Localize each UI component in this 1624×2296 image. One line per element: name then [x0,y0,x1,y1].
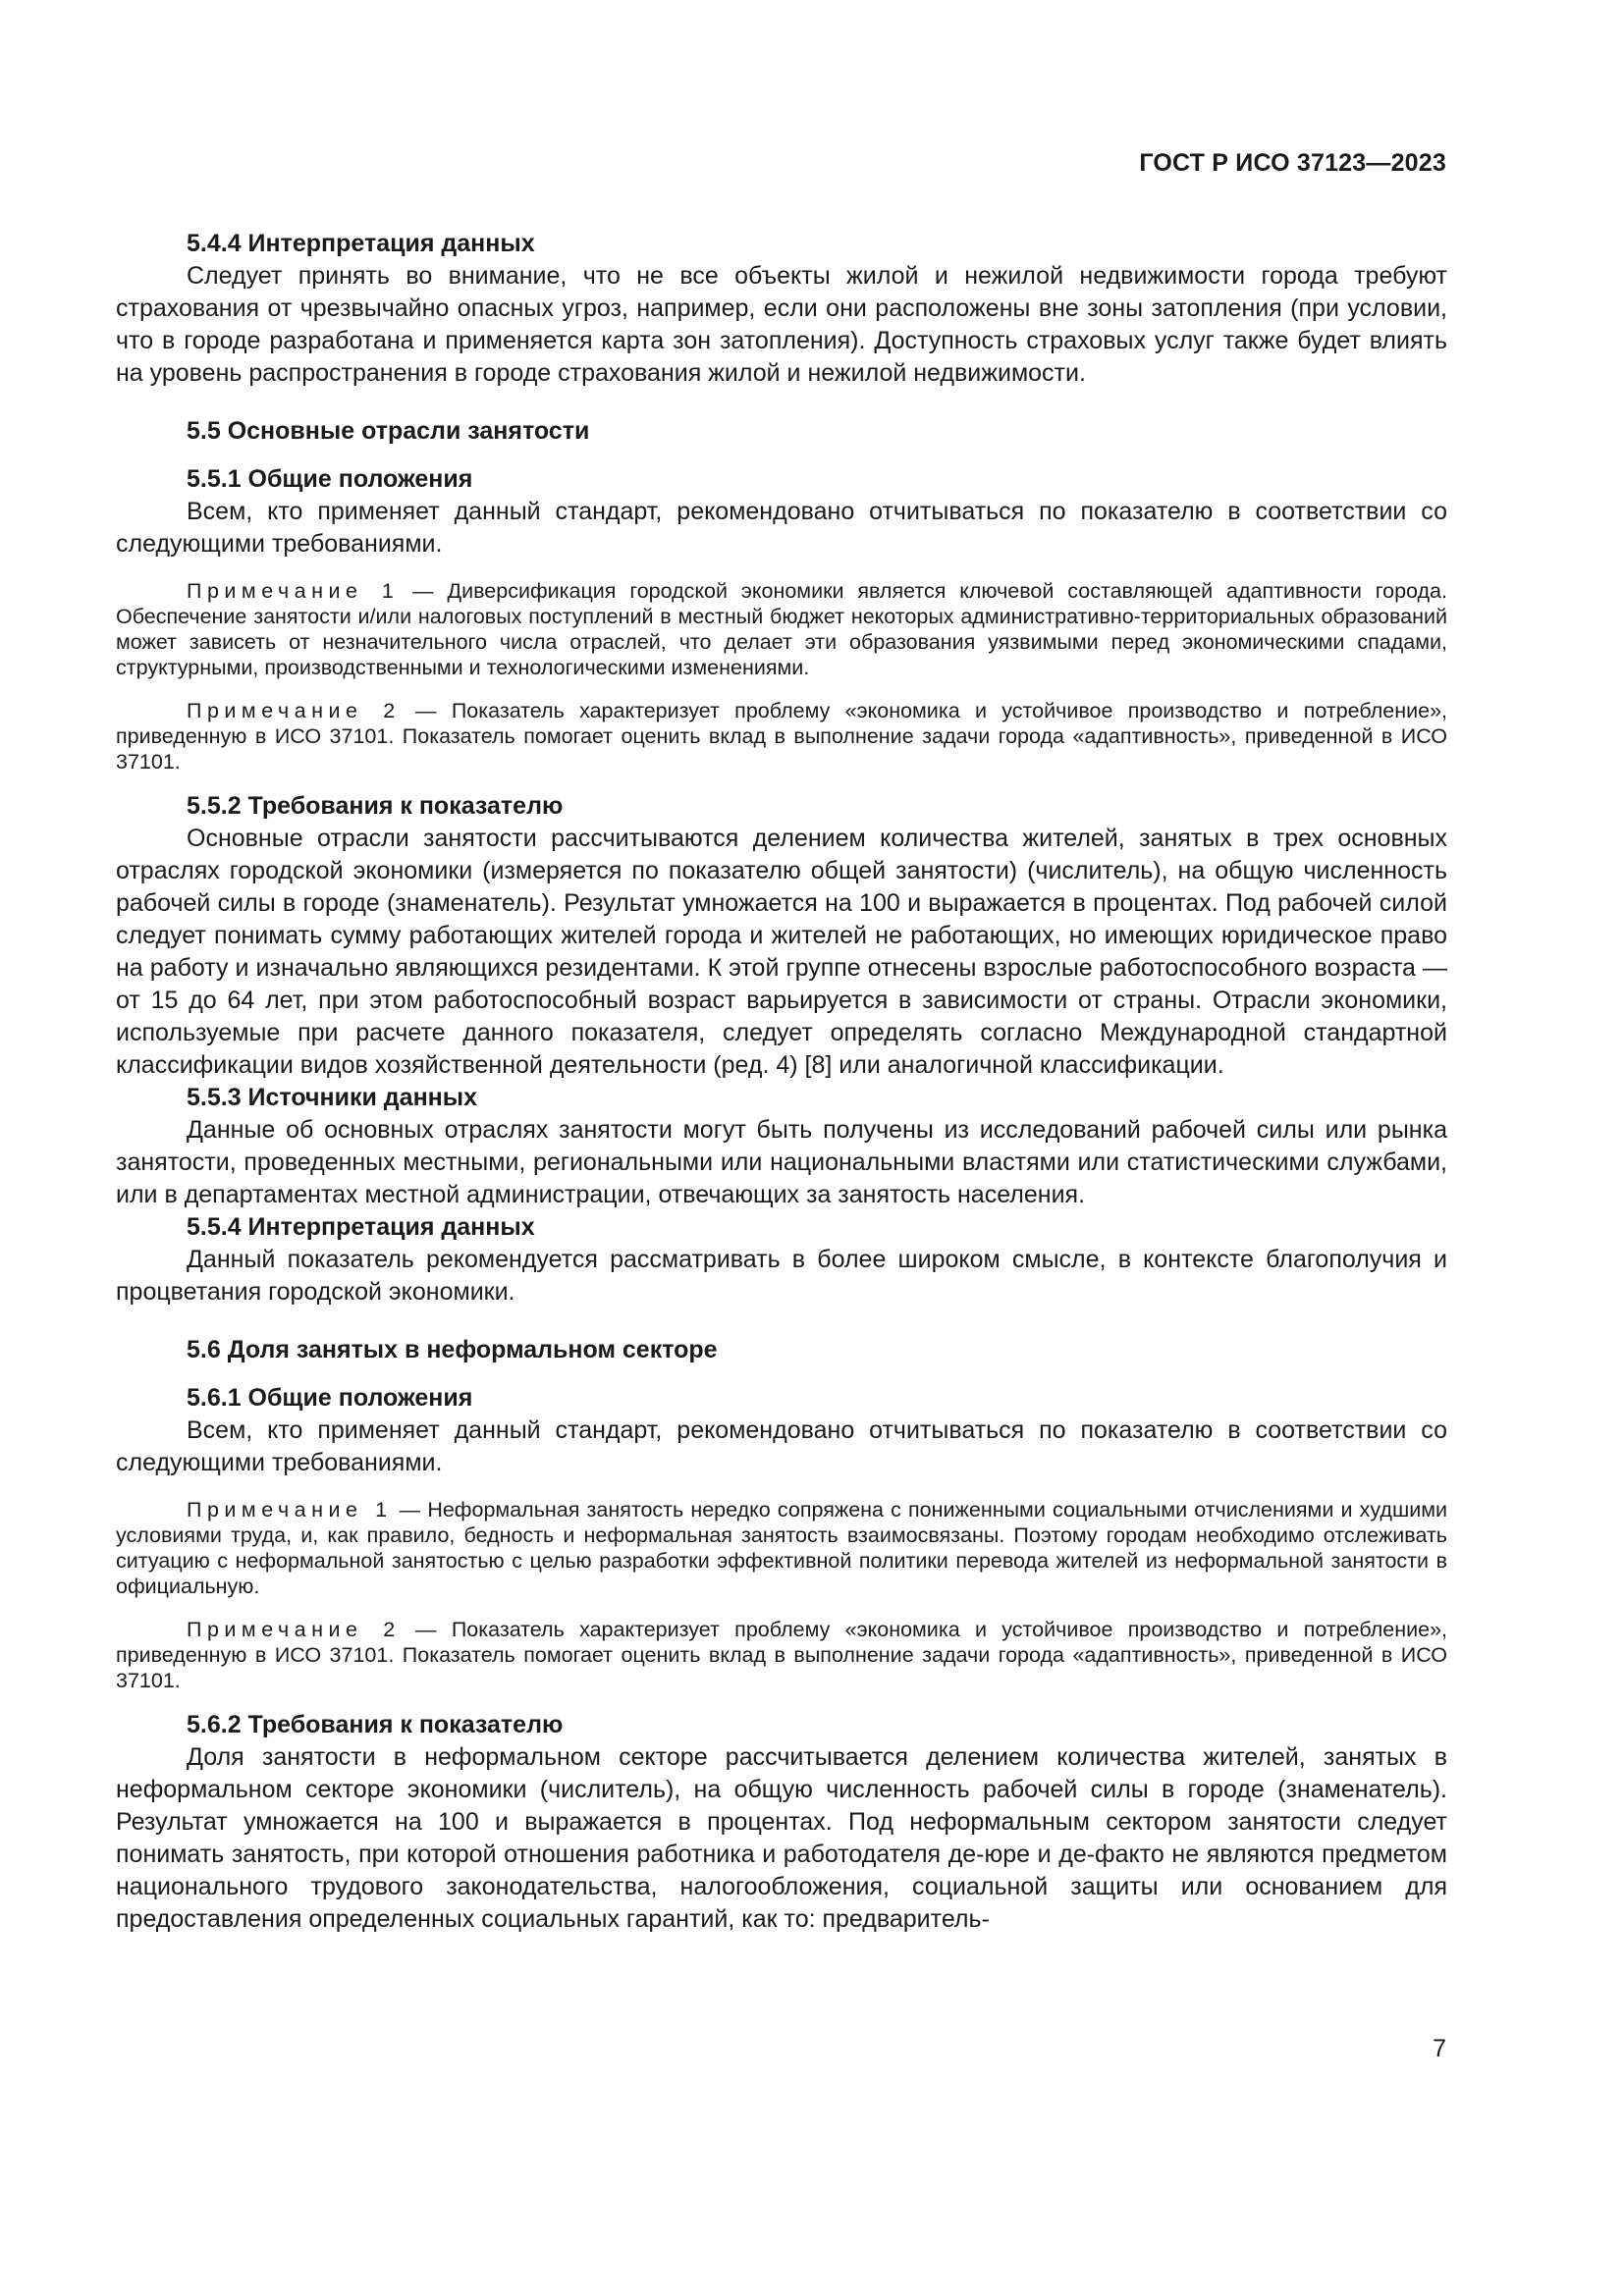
section-heading: 5.6 Доля занятых в неформальном секторе [187,1336,718,1363]
section-heading: 5.5.4 Интерпретация данных [187,1213,535,1241]
note-label: Примечание 1 [187,579,400,603]
section-heading: 5.5.3 Источники данных [187,1084,478,1111]
document-header: ГОСТ Р ИСО 37123—2023 [1139,149,1446,177]
body-paragraph: Основные отрасли занятости рассчитываются делением количества жителей, занятых в трех основных отраслях городской экономики (измеряется по показателю общей занятости) (числитель), на общую численность рабочей силы в городе (знаменатель). Результат умножается на 100 и выражается в процентах. Под рабочей силой следует понимать сумму работающих жителей города и жителей не работающих, но имеющих юридическое право на работу и изначально являющихся резидентами. К этой группе отнесены взрослые работоспособного возраста — от 15 до 64 лет, при этом работоспособный возраст варьируется в зависимости от страны. Отрасли экономики, используемые при расчете данного показателя, следует определять согласно Международной стандартной классификации видов хозяйственной деятельности (ред. 4) [8] или аналогичной классификации. [116,825,1447,1079]
body-paragraph: Всем, кто применяет данный стандарт, рекомендовано отчитываться по показателю в соответствии со следующими требованиями. [116,1416,1447,1476]
section-heading: 5.4.4 Интерпретация данных [187,230,535,257]
section-heading: 5.6.2 Требования к показателю [187,1711,564,1738]
note-text: — Показатель характеризует проблему «экономика и устойчивое производство и потребление», приведенную в ИСО 37101. Показатель помогает оценить вклад в выполнение задачи города «адаптивность», приведенной в ИСО 37101. [116,1618,1448,1692]
section-heading: 5.6.1 Общие положения [187,1384,473,1412]
note-text: — Диверсификация городской экономики является ключевой составляющей адаптивности города. Обеспечение занятости и/или налоговых поступлений в местный бюджет некоторых административно-территориальных образований может зависеть от незначительного числа отраслей, что делает эти образования уязвимыми перед экономическими спадами, структурными, производственными и технологическими изменениями. [116,579,1447,679]
note-label: Примечание 2 [187,699,401,722]
note-paragraph [116,578,1447,680]
document-body [116,228,1447,1936]
note-paragraph [116,1617,1447,1693]
note-label: Примечание 1 [187,1498,393,1522]
section-heading: 5.5 Основные отрасли занятости [187,417,590,445]
section-heading: 5.5.2 Требования к показателю [187,792,564,820]
body-paragraph: Следует принять во внимание, что не все объекты жилой и нежилой недвижимости города требуют страхования от чрезвычайно опасных угроз, например, если они расположены вне зоны затопления (при условии, что в городе разработана и применяется карта зон затопления). Доступность страховых услуг также будет влиять на уровень распространения в городе страхования жилой и нежилой недвижимости. [116,262,1447,387]
body-paragraph: Данные об основных отраслях занятости могут быть получены из исследований рабочей силы или рынка занятости, проведенных местными, региональными или национальными властями или статистическими службами, или в департаментах местной администрации, отвечающих за занятость населения. [116,1116,1447,1208]
note-text: — Неформальная занятость нередко сопряжена с пониженными социальными отчислениями и худшими условиями труда, и, как правило, бедность и неформальная занятость взаимосвязаны. Поэтому городам необходимо отслеживать ситуацию с неформальной занятостью с целью разработки эффективной политики перевода жителей из неформальной занятости в официальную. [116,1498,1447,1598]
note-text: — Показатель характеризует проблему «экономика и устойчивое производство и потребление», приведенную в ИСО 37101. Показатель помогает оценить вклад в выполнение задачи города «адаптивность», приведенной в ИСО 37101. [116,699,1448,774]
body-paragraph: Данный показатель рекомендуется рассматривать в более широком смысле, в контексте благополучия и процветания городской экономики. [116,1246,1447,1306]
section-heading: 5.5.1 Общие положения [187,465,473,493]
body-paragraph: Доля занятости в неформальном секторе рассчитывается делением количества жителей, занятых в неформальном секторе экономики (числитель), на общую численность рабочей силы в городе (знаменатель). Результат умножается на 100 и выражается в процентах. Под неформальным сектором занятости следует понимать занятость, при которой отношения работника и работодателя де-юре и де-факто не являются предметом национального трудового законодательства, налогообложения, социальной защиты или основанием для предоставления определенных социальных гарантий, как то: предваритель- [116,1743,1447,1933]
body-paragraph: Всем, кто применяет данный стандарт, рекомендовано отчитываться по показателю в соответствии со следующими требованиями. [116,498,1447,558]
page-number: 7 [1433,2035,1446,2062]
note-paragraph [116,1497,1447,1599]
note-paragraph [116,698,1447,774]
note-label: Примечание 2 [187,1618,401,1641]
